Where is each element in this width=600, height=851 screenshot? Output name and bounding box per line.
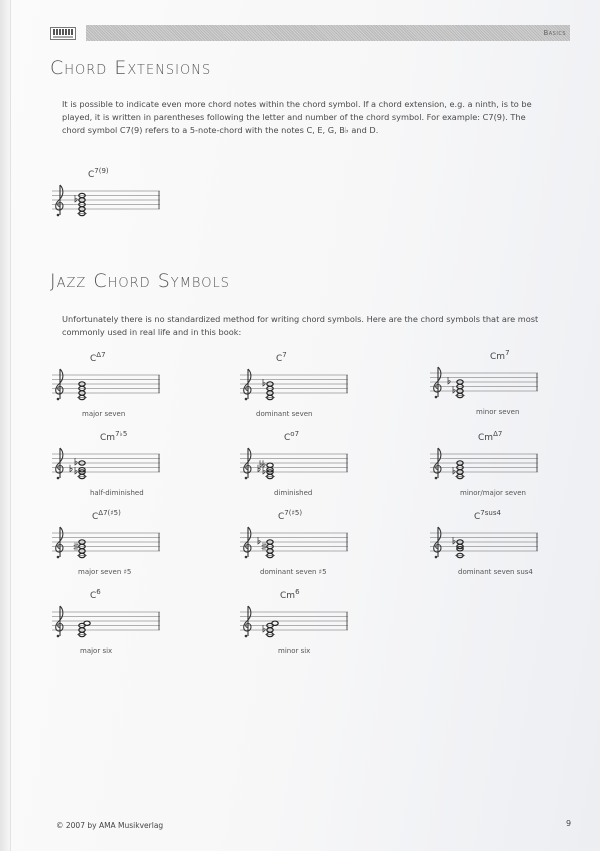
flat-icon <box>75 467 77 474</box>
chord-root: C <box>474 512 481 522</box>
paragraph-line: Unfortunately there is no standardized method for writing chord symbols. Here are the chord symbols that are most <box>62 314 539 324</box>
page-number: 9 <box>566 819 572 828</box>
flat-icon <box>453 467 455 474</box>
chord-symbol <box>100 431 127 443</box>
chord-example <box>240 352 370 428</box>
flat-icon <box>75 195 77 202</box>
paragraph-line: chord symbol C7(9) refers to a 5-note-chord with the notes C, E, G, B♭ and D. <box>62 125 379 135</box>
publisher-logo <box>50 27 76 40</box>
chord-symbol <box>92 510 121 522</box>
staff <box>240 366 352 408</box>
chord-extension: 6 <box>295 588 300 596</box>
staff <box>240 524 352 566</box>
chord-extension: 7sus4 <box>480 509 501 517</box>
chord-caption: major seven <box>82 410 126 418</box>
chord-example <box>240 510 370 586</box>
chord-extension: 7♭5 <box>115 430 128 438</box>
chord-root: Cm <box>280 591 296 601</box>
clef-dot <box>57 398 60 401</box>
flat-icon <box>70 465 72 472</box>
chord-extension: 7 <box>505 349 510 357</box>
chord-example <box>240 589 370 665</box>
chord-extension: 7(♯5) <box>284 509 303 517</box>
page-edge <box>0 0 11 851</box>
chord-root: C <box>278 512 285 522</box>
section-label: Basics <box>543 28 566 37</box>
chord-caption: dominant seven <box>256 410 313 418</box>
chord-root: C <box>284 433 291 443</box>
chord-example <box>430 510 560 586</box>
staff <box>430 445 542 487</box>
clef-dot <box>245 398 248 401</box>
chord-symbol <box>490 350 510 362</box>
header-bar <box>86 25 570 41</box>
chord-caption: dominant seven sus4 <box>458 568 533 576</box>
flat-icon <box>263 467 265 474</box>
copyright: © 2007 by AMA Musikverlag <box>56 821 164 830</box>
chord-caption: dominant seven ♯5 <box>260 568 327 576</box>
chord-example <box>430 350 560 426</box>
chord-root: Cm <box>478 433 494 443</box>
chord-extension: 7(9) <box>94 167 109 175</box>
chord-extensions-title: Chord Extensions <box>50 57 212 79</box>
clef-dot <box>435 477 438 480</box>
chord-caption: minor six <box>278 647 311 655</box>
clef-dot <box>57 477 60 480</box>
paragraph-line: played, it is written in parentheses following the letter and number of the chord symbol. For example: C7(9). The <box>62 112 526 122</box>
chord-caption: diminished <box>274 489 313 497</box>
whole-note <box>272 621 278 625</box>
chord-symbol <box>276 352 287 364</box>
chord-root: C <box>90 354 97 364</box>
staff <box>52 366 164 408</box>
chord-symbol <box>90 352 106 364</box>
flat-icon <box>448 377 450 384</box>
chord-example <box>52 352 182 428</box>
chord-caption: major seven ♯5 <box>78 568 132 576</box>
chord-caption: major six <box>80 647 113 655</box>
chord-caption: minor/major seven <box>460 489 526 497</box>
chord-example <box>430 431 560 507</box>
clef-dot <box>245 556 248 559</box>
chord-root: C <box>92 512 99 522</box>
chord-extension: Δ7(♯5) <box>98 509 121 517</box>
clef-dot <box>57 214 60 217</box>
chord-example <box>52 431 182 507</box>
staff <box>52 445 164 487</box>
chord-root: Cm <box>490 352 506 362</box>
chord-caption: half-diminished <box>90 489 144 497</box>
jazz-chord-symbols-paragraph <box>62 313 577 339</box>
whole-note <box>84 621 90 625</box>
paragraph-line: It is possible to indicate even more chord notes within the chord symbol. If a chord extension, e.g. a ninth, is to be <box>62 99 532 109</box>
chord-symbol <box>90 589 101 601</box>
flat-icon <box>260 460 265 467</box>
chord-root: C <box>90 591 97 601</box>
clef-dot <box>245 635 248 638</box>
clef-dot <box>435 556 438 559</box>
chord-example <box>52 589 182 665</box>
chord-example <box>240 431 370 507</box>
chord-caption: minor seven <box>476 408 520 416</box>
chord-extension: 6 <box>96 588 101 596</box>
chord-symbol <box>280 589 300 601</box>
chord-extensions-paragraph <box>62 98 577 137</box>
paragraph-line: commonly used in real life and in this book: <box>62 327 242 337</box>
chord-symbol <box>478 431 502 443</box>
chord-extension: Δ7 <box>96 351 106 359</box>
flat-icon <box>453 537 455 544</box>
chord-symbol <box>88 168 109 180</box>
logo-underline <box>53 36 73 38</box>
chord-extension: o7 <box>290 430 300 438</box>
staff <box>430 524 542 566</box>
flat-icon <box>75 458 77 465</box>
jazz-chord-symbols-title: Jazz Chord Symbols <box>50 270 230 292</box>
flat-icon <box>263 625 265 632</box>
staff <box>240 603 352 645</box>
clef-dot <box>57 556 60 559</box>
flat-icon <box>258 537 260 544</box>
chord-root: C <box>276 354 283 364</box>
clef-dot <box>435 396 438 399</box>
chord-example <box>52 510 182 586</box>
chord-symbol <box>284 431 299 443</box>
staff <box>52 603 164 645</box>
chord-root: C <box>88 170 95 180</box>
flat-icon <box>453 386 455 393</box>
flat-icon <box>263 379 265 386</box>
staff <box>430 364 542 406</box>
chord-extension: 7 <box>282 351 287 359</box>
chord-extension: Δ7 <box>493 430 503 438</box>
chord-root: Cm <box>100 433 116 443</box>
staff <box>240 445 352 487</box>
logo-keys-icon <box>53 29 73 35</box>
staff <box>52 182 162 224</box>
chord-example-c79 <box>52 168 182 244</box>
whole-note <box>267 463 273 467</box>
staff <box>52 524 164 566</box>
chord-symbol <box>278 510 302 522</box>
clef-dot <box>245 477 248 480</box>
chord-symbol <box>474 510 501 522</box>
clef-dot <box>57 635 60 638</box>
